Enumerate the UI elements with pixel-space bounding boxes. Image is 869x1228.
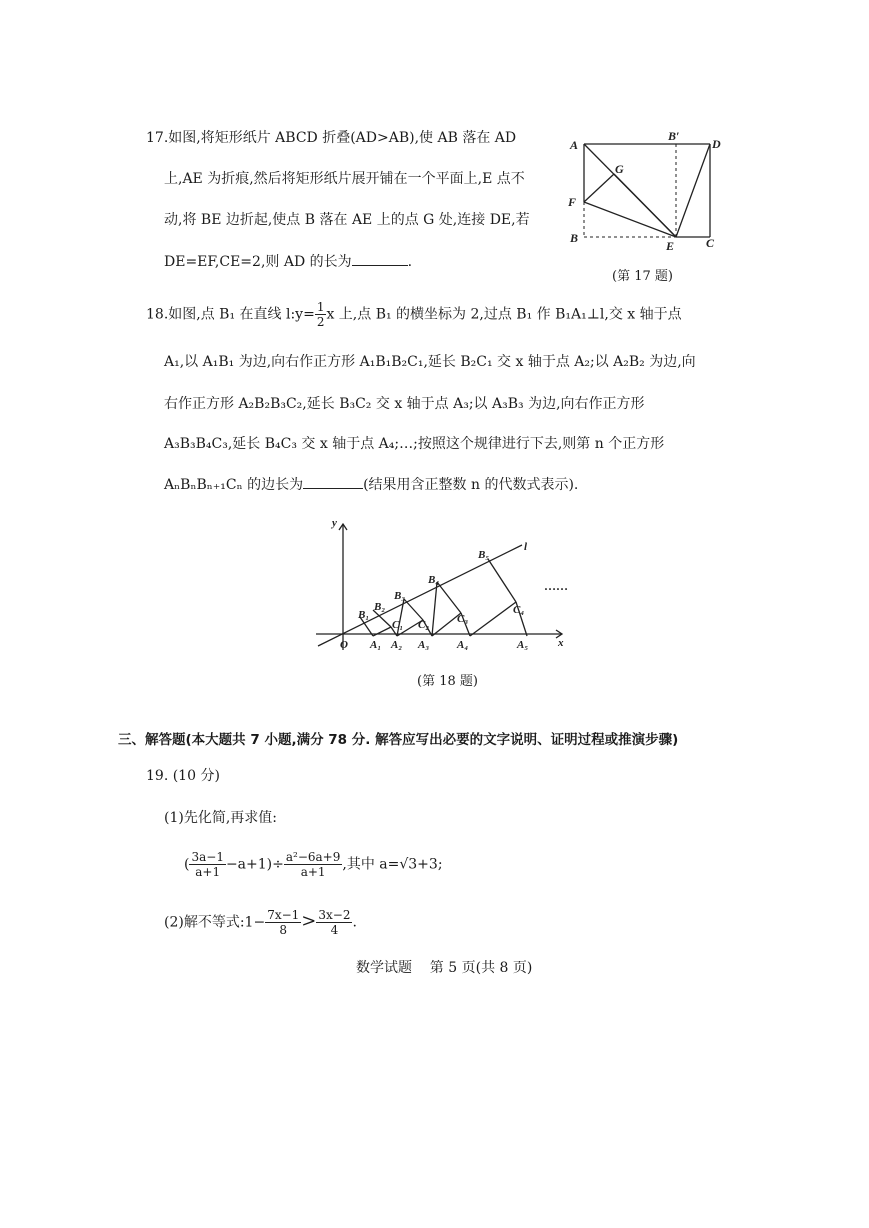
q19-fraction-1: $\frac{3a-1}{a+1}$: [191, 850, 224, 879]
q17-line-4-end: .: [407, 254, 413, 270]
q18-label-B1: B₁: [358, 609, 370, 621]
q17-label-Bprime: B′: [668, 129, 680, 143]
q18-line-1b: x 上,点 B₁ 的横坐标为 2,过点 B₁ 作 B₁A₁⊥l,交 x 轴于点: [326, 306, 682, 323]
q17-line-3: 动,将 BE 边折起,使点 B 落在 AE 上的点 G 处,连接 DE,若: [164, 212, 530, 228]
q19-header: 19. (10 分): [146, 768, 220, 784]
q19-fraction-3: $\frac{7x-1}{8}$: [267, 908, 300, 937]
q18-answer-blank: [303, 476, 363, 489]
q17-text-block: [146, 128, 556, 278]
q18-fraction-half: $\frac{1}{2}$: [316, 300, 325, 329]
section3-heading: 三、解答题(本大题共 7 小题,满分 78 分. 解答应写出必要的文字说明、证明过程或推演步骤): [118, 732, 679, 748]
q18-label-B4: B₄: [428, 574, 440, 586]
q19-expr-open: (: [184, 856, 190, 873]
q18-label-C1: C₁: [392, 619, 404, 631]
q18-label-B2: B₂: [374, 601, 386, 613]
q18-axis-x: x: [558, 637, 564, 649]
q17-figure: [560, 128, 740, 258]
q19-fraction-2: $\frac{\text{a²−6a+9}}{a+1}$: [285, 850, 341, 879]
q18-label-A1: A₁: [370, 639, 382, 651]
q18-line-2: A₁,以 A₁B₁ 为边,向右作正方形 A₁B₁B₂C₁,延长 B₂C₁ 交 x 轴于点 A₂;以 A₂B₂ 为边,向: [164, 354, 696, 370]
q18-line-5a: AₙBₙBₙ₊₁Cₙ 的边长为: [164, 477, 304, 493]
q17-label-G: G: [615, 162, 624, 176]
q18-label-C3: C₃: [457, 613, 469, 625]
q17-label-A: A: [570, 138, 579, 152]
q18-line-4: A₃B₃B₄C₃,延长 B₄C₃ 交 x 轴于点 A₄;…;按照这个规律进行下去,则第 n 个正方形: [164, 436, 665, 452]
q18-figure: [310, 512, 580, 657]
q18-text-block: [146, 300, 736, 500]
q19-fraction-4: $\frac{3x-2}{4}$: [318, 908, 351, 937]
q18-label-C2: C₂: [418, 619, 430, 631]
q18-label-B5: B₅: [478, 549, 490, 561]
q19-expr-tail: ,其中 a=√3+3;: [342, 856, 443, 873]
q19-part1-expression: [184, 850, 443, 879]
q17-answer-blank: [352, 253, 408, 266]
q18-number: 18.: [146, 306, 169, 323]
q18-label-B3: B₃: [394, 590, 406, 602]
q18-origin: O: [340, 639, 348, 651]
q18-line-5b: (结果用含正整数 n 的代数式表示).: [363, 477, 579, 493]
q17-line-4: DE=EF,CE=2,则 AD 的长为: [164, 254, 352, 270]
q18-line-3: 右作正方形 A₂B₂B₃C₂,延长 B₃C₂ 交 x 轴于点 A₃;以 A₃B₃ 为边,向右作正方形: [164, 396, 645, 412]
q19-greater-than: >: [301, 910, 317, 932]
q17-label-F: F: [568, 195, 577, 209]
q18-label-A4: A₄: [457, 639, 469, 651]
q19-part2: [164, 908, 357, 937]
q18-line-1a: 如图,点 B₁ 在直线 l:y=: [168, 306, 315, 323]
q17-label-E: E: [666, 239, 675, 253]
q19-expr-mid: −a+1)÷: [225, 856, 284, 873]
q18-label-A2: A₂: [391, 639, 403, 651]
q18-axis-y: y: [332, 517, 337, 529]
q18-caption: (第 18 题): [417, 674, 478, 689]
q17-caption: (第 17 题): [612, 269, 673, 284]
q19-part2-label: (2)解不等式:1−: [164, 914, 266, 931]
page-footer: 数学试题 第 5 页(共 8 页): [356, 960, 533, 976]
q19-part1-label: (1)先化简,再求值:: [164, 810, 277, 826]
q19-part2-end: .: [352, 914, 357, 931]
q17-label-D: D: [712, 137, 721, 151]
q18-label-C4: C₄: [513, 604, 525, 616]
q17-label-B: B: [570, 231, 579, 245]
q18-continuation-dots: ……: [544, 579, 568, 593]
q18-label-A5: A₅: [517, 639, 529, 651]
q18-line-label: l: [524, 541, 528, 553]
q17-line-1: 如图,将矩形纸片 ABCD 折叠(AD>AB),使 AB 落在 AD: [168, 130, 517, 146]
q18-label-A3: A₃: [418, 639, 430, 651]
q17-number: 17.: [146, 130, 169, 146]
q17-line-2: 上,AE 为折痕,然后将矩形纸片展开铺在一个平面上,E 点不: [164, 171, 525, 187]
q17-label-C: C: [706, 236, 715, 250]
